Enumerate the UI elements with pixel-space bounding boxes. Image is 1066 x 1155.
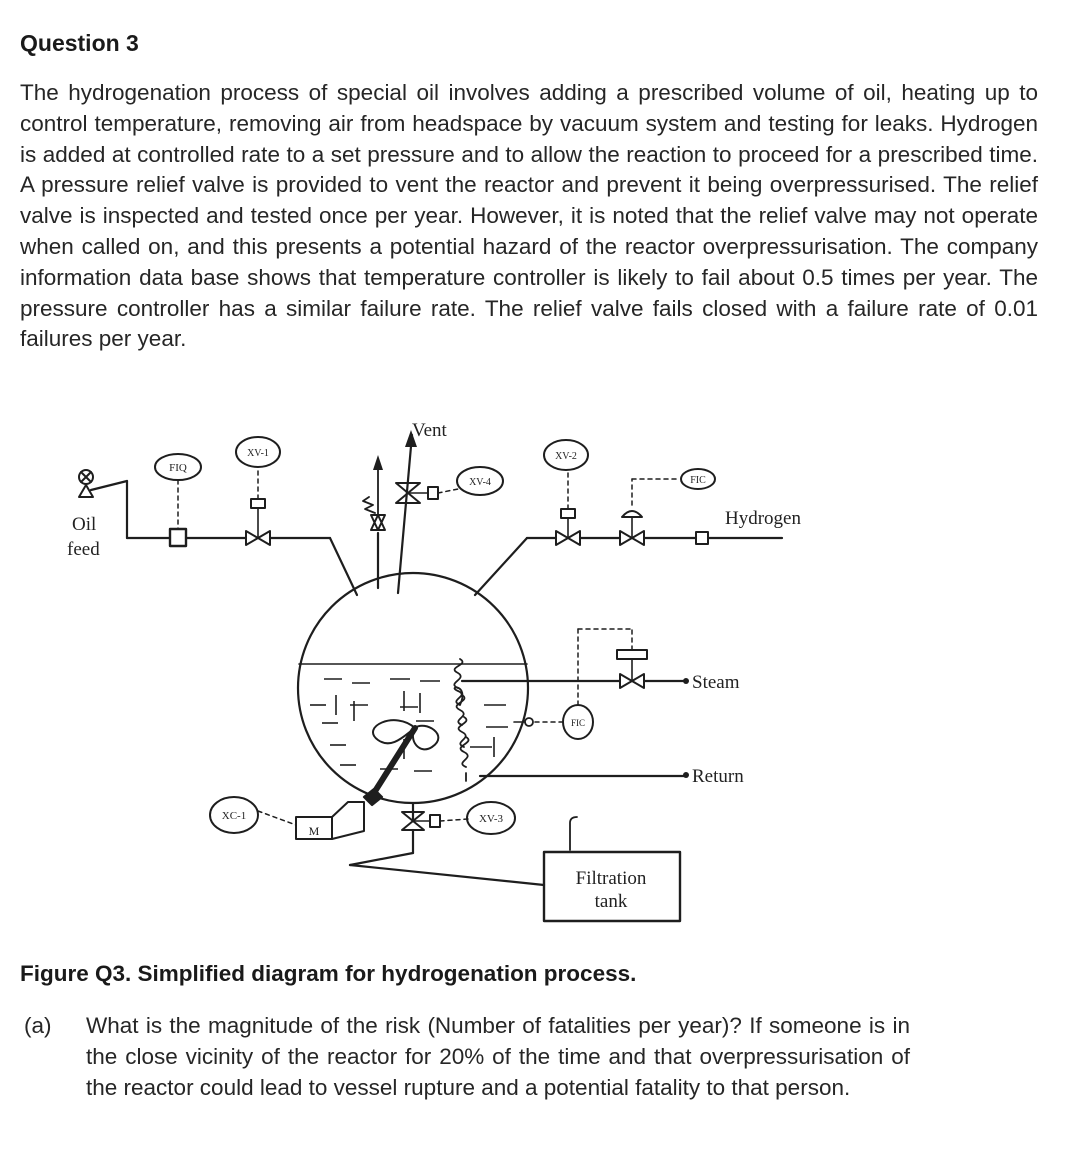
xv1-tag: XV-1	[247, 448, 269, 459]
feed-label: feed	[67, 539, 100, 560]
hydrogen-label: Hydrogen	[725, 508, 801, 529]
process-diagram	[0, 405, 1066, 945]
oil-feed-line	[91, 481, 357, 595]
return-label: Return	[692, 766, 744, 787]
fic-steam-tag: FIC	[570, 718, 586, 728]
relief-valve	[363, 455, 385, 588]
steam-label: Steam	[692, 672, 740, 693]
part-a-label: (a)	[24, 1013, 52, 1038]
motor-label: M	[308, 824, 320, 838]
xv3-tag: XV-3	[478, 813, 504, 825]
bottom-outlet	[350, 802, 544, 885]
figure-caption: Figure Q3. Simplified diagram for hydrogenation process.	[20, 961, 637, 986]
xc1-tag: XC-1	[221, 810, 247, 822]
oil-feed-pump	[79, 470, 93, 497]
problem-statement: The hydrogenation process of special oil involves adding a prescribed volume of oil, heating up to control temperature, removing air from headspace by vacuum system and testing for leaks. Hydrogen is added at controlled rate to a set pressure and to allow the reaction to proceed for a prescribed time. A pressure relief valve is provided to vent the reactor and prevent it being overpressurised. The relief valve is inspected and tested once per year. However, it is noted that the relief valve may not operate when called on, and this presents a potential hazard of the reactor overpressurisation. The company information data base shows that temperature controller is likely to fail about 0.5 times per year. The pressure controller has a similar failure rate. The relief valve fails closed with a failure rate of 0.01 failures per year.	[20, 80, 1038, 352]
tank-label: tank	[594, 891, 628, 912]
question-heading: Question 3	[20, 30, 139, 56]
part-a-text: What is the magnitude of the risk (Number of fatalities per year)? If someone is in the close vicinity of the reactor for 20% of the time and that overpressurisation of the reactor could lead to vessel rupture and a potential fatality to that person.	[86, 1013, 910, 1100]
xv2-tag: XV-2	[555, 451, 577, 462]
flow-meter-box	[170, 529, 186, 546]
filtration-label: Filtration	[575, 868, 647, 889]
oil-label: Oil	[72, 514, 97, 535]
agitator-motor	[296, 802, 364, 839]
liquid-dashes	[310, 679, 508, 771]
vent-line	[396, 430, 503, 593]
agitator	[364, 720, 438, 805]
xv4-tag: XV-4	[469, 477, 491, 488]
hydrogen-line	[475, 532, 782, 595]
reactor-vessel	[298, 573, 528, 803]
vent-label: Vent	[412, 420, 447, 441]
fiq-tag: FIQ	[169, 462, 187, 474]
fic-hydrogen-tag: FIC	[690, 475, 706, 486]
